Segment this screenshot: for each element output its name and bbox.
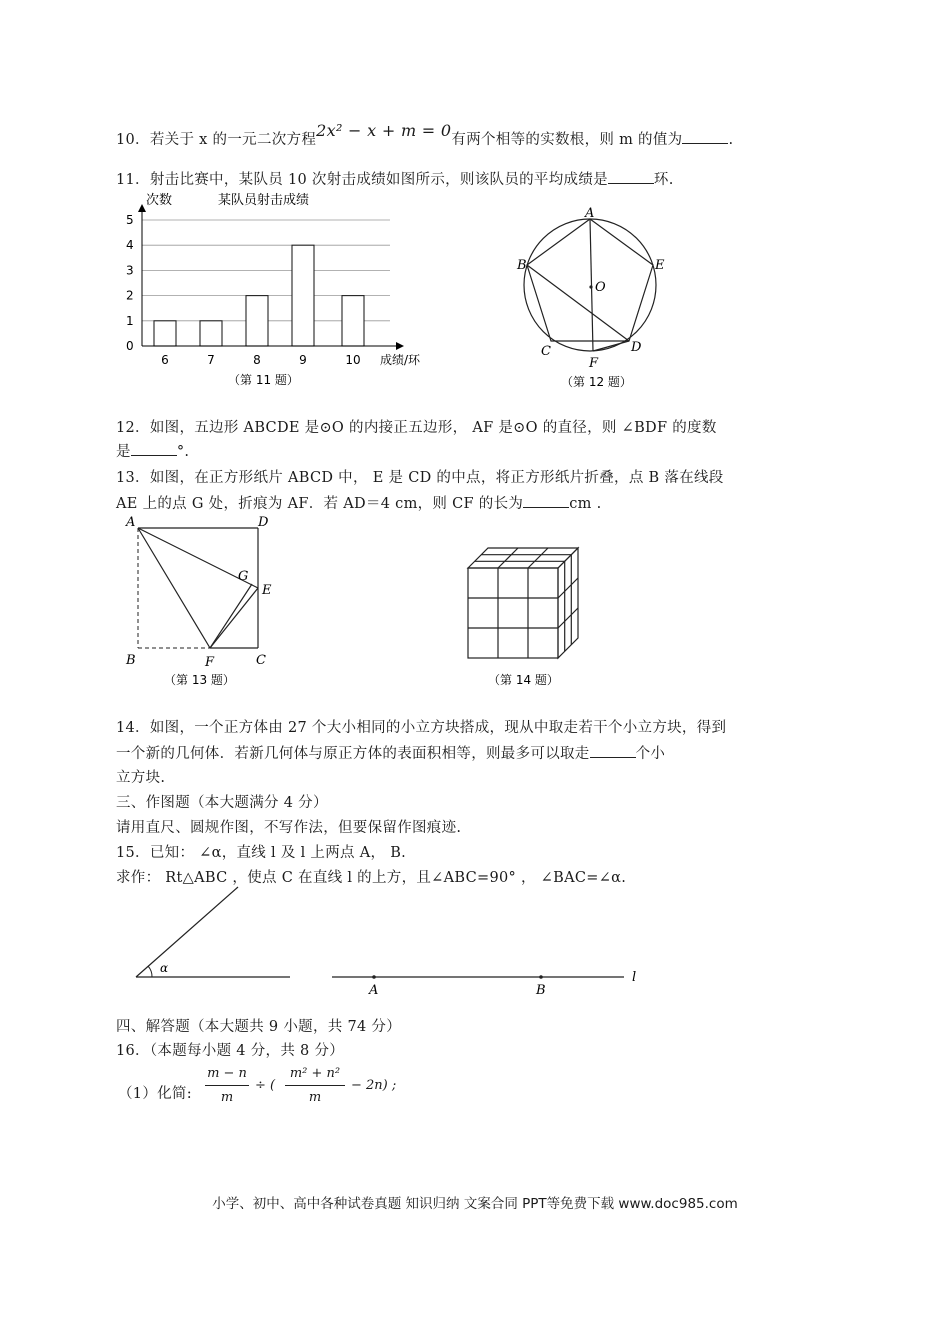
label-o: O: [595, 280, 606, 295]
q14-suffix: 个小: [635, 746, 666, 762]
q10-prefix: 10．若关于 x 的一元二次方程: [116, 132, 317, 148]
y-axis-arrow: [138, 204, 146, 212]
q16-1-label: （1）化简:: [118, 1086, 192, 1102]
label-l: l: [632, 970, 637, 985]
chart-x-tick-label: 6: [161, 353, 169, 367]
q11-answer-blank: [608, 169, 654, 184]
folded-square-figure: [118, 512, 288, 692]
alpha-label: α: [160, 961, 169, 975]
chart-y-axis-label: 次数: [146, 193, 173, 208]
chart-bar-10: [342, 296, 364, 346]
segment-bd: [527, 265, 629, 341]
diameter-af: [590, 219, 593, 351]
q14-answer-blank: [590, 743, 636, 758]
fig11-caption: （第 11 题）: [228, 373, 299, 387]
q10-answer-blank: [682, 129, 728, 144]
divide-op: ÷ (: [255, 1078, 276, 1093]
question-13-line1: 13．如图，在正方形纸片 ABCD 中， E 是 CD 的中点，将正方形纸片折叠，点 B 落在线段: [116, 470, 724, 486]
q10-suffix: 有两个相等的实数根，则 m 的值为: [451, 132, 683, 148]
segment-fg: [210, 584, 252, 648]
frac1-numerator: m − n: [207, 1066, 247, 1081]
label-g: G: [238, 569, 249, 584]
chart-bar-8: [246, 296, 268, 346]
chart-y-tick-label: 3: [126, 263, 134, 278]
chart-bar-6: [154, 321, 176, 346]
label-e: E: [262, 583, 272, 598]
angle-and-line-figure: [128, 880, 648, 1000]
pentagon-circle-figure: [505, 205, 685, 395]
chart-y-tick-label: 1: [126, 313, 134, 328]
q10-equation: 2x² − x + m = 0: [316, 121, 452, 140]
page-footer: 小学、初中、高中各种试卷真题 知识归纳 文案合同 PPT等免费下载 www.doc985.com: [212, 1196, 738, 1212]
x-axis-arrow: [396, 342, 404, 350]
label-a: A: [126, 515, 136, 530]
question-11: [116, 168, 674, 189]
label-a: A: [369, 983, 379, 998]
fig12-caption: （第 12 题）: [561, 375, 632, 389]
label-c: C: [256, 653, 266, 668]
fig14-caption: （第 14 题）: [488, 673, 559, 687]
chart-bar-9: [292, 245, 314, 346]
question-14-line1: 14．如图，一个正方体由 27 个大小相同的小立方块搭成，现从中取走若干个小立方块，得到: [116, 720, 727, 736]
chart-title: 某队员射击成绩: [218, 193, 310, 208]
shooting-score-chart: [110, 188, 450, 388]
q14-prefix: 一个新的几何体．若新几何体与原正方体的表面积相等，则最多可以取走: [116, 746, 590, 762]
label-b: B: [517, 258, 527, 273]
label-b: B: [536, 983, 546, 998]
center-dot: [589, 285, 592, 288]
q12-prefix: 是: [116, 444, 131, 460]
chart-y-tick-label: 4: [126, 238, 134, 253]
chart-x-tick-label: 7: [207, 353, 215, 367]
point-b: [539, 975, 543, 979]
label-e: E: [655, 258, 665, 273]
segment-df: [593, 341, 629, 351]
cube-front-face: [468, 568, 558, 658]
label-f: F: [589, 356, 599, 371]
section-3-heading: 三、作图题（本大题满分 4 分）: [116, 795, 328, 811]
question-16-heading: 16．（本题每小题 4 分，共 8 分）: [116, 1043, 345, 1059]
cube-side-face: [558, 548, 578, 658]
label-d: D: [258, 515, 269, 530]
question-13-line2: [116, 492, 602, 513]
section-4-heading: 四、解答题（本大题共 9 小题，共 74 分）: [116, 1019, 402, 1035]
q12-answer-blank: [131, 441, 177, 456]
chart-y-tick-label: 5: [126, 213, 134, 227]
q11-text: 11．射击比赛中，某队员 10 次射击成绩如图所示，则该队员的平均成绩是: [116, 172, 608, 188]
frac1-denominator: m: [220, 1090, 234, 1105]
question-14-line2: [116, 742, 665, 763]
q10-end: .: [728, 132, 734, 148]
chart-x-tick-label: 9: [299, 353, 307, 367]
question-15-line2: 求作： Rt△ABC ，使点 C 在直线 l 的上方，且∠ABC=90° ， ∠BAC=∠α.: [116, 870, 627, 886]
frac2-denominator: m: [308, 1090, 322, 1105]
chart-bar-7: [200, 321, 222, 346]
label-f: F: [205, 655, 215, 670]
label-b: B: [126, 653, 136, 668]
segment-fe: [210, 588, 258, 648]
q12-suffix: °.: [176, 444, 190, 460]
cube-figure: [458, 538, 588, 694]
q13-answer-blank: [523, 493, 569, 508]
label-d: D: [631, 340, 642, 355]
q11-end: 环.: [653, 172, 674, 188]
chart-y-tick-label: 2: [126, 288, 134, 303]
question-10: [116, 121, 734, 149]
chart-y-tick-label: 0: [126, 339, 134, 353]
label-a: A: [585, 206, 595, 221]
frac2-numerator: m² + n²: [289, 1066, 341, 1081]
point-a: [372, 975, 376, 979]
question-12-line1: 12．如图，五边形 ABCDE 是⊙O 的内接正五边形， AF 是⊙O 的直径，则 ∠BDF 的度数: [116, 420, 717, 436]
q13-suffix: cm .: [569, 496, 602, 512]
chart-x-tick-label: 10: [345, 353, 361, 367]
question-14-line3: 立方块.: [116, 770, 166, 786]
angle-arc: [148, 966, 152, 977]
chart-x-tick-label: 8: [253, 353, 261, 367]
question-15-line1: 15．已知： ∠α，直线 l 及 l 上两点 A， B.: [116, 845, 407, 861]
label-c: C: [541, 344, 551, 359]
chart-x-axis-label: 成绩/环: [380, 353, 421, 367]
q13-prefix: AE 上的点 G 处，折痕为 AF．若 AD＝4 cm，则 CF 的长为: [116, 496, 524, 512]
angle-ray-upper: [136, 887, 238, 977]
expression-tail: − 2n) ;: [351, 1078, 397, 1093]
fig13-caption: （第 13 题）: [164, 673, 235, 687]
section-3-instruction: 请用直尺、圆规作图，不写作法，但要保留作图痕迹.: [116, 820, 462, 836]
question-12-line2: [116, 440, 189, 461]
